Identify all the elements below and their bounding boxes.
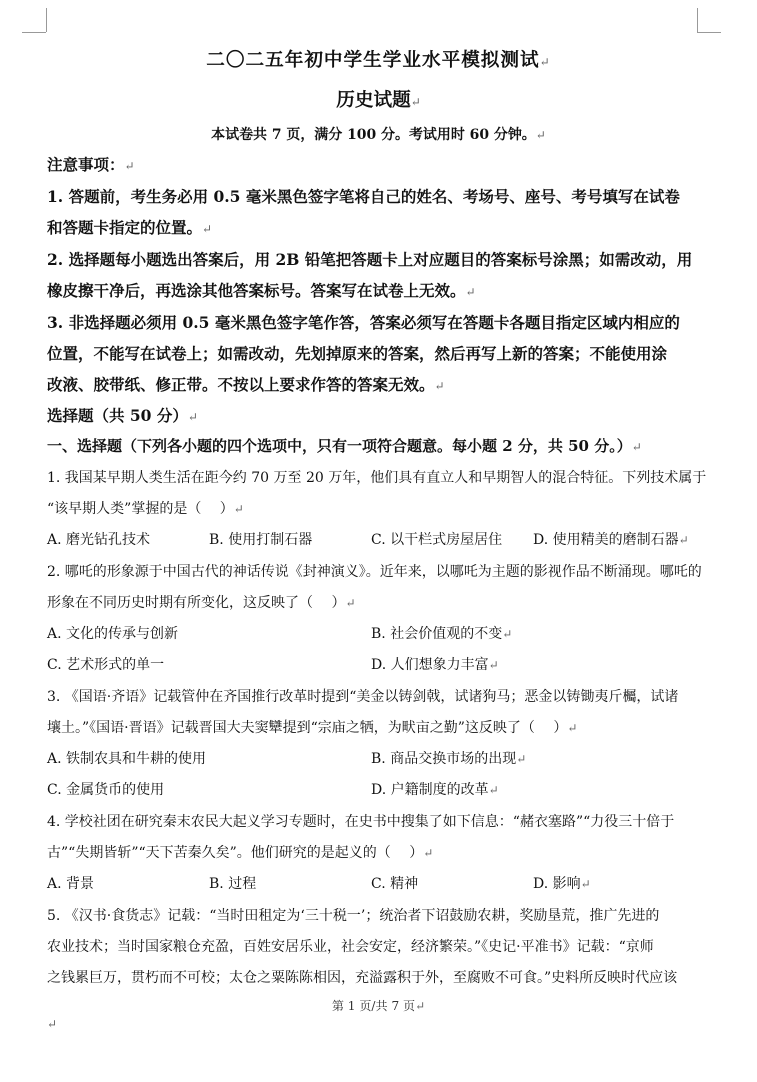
question-1-line: 1. 我国某早期人类生活在距今约 70 万至 20 万年，他们具有直立人和早期智人的混合特征。下列技术属于 <box>47 470 707 486</box>
question-5-line: 之钱累巨万，贯朽而不可校；太仓之粟陈陈相因，充溢露积于外，至腐败不可食。”史料所反映时代应该 <box>47 970 678 986</box>
paragraph-mark: ↵ <box>47 1017 58 1031</box>
section-heading: 一、选择题（下列各小题的四个选项中，只有一项符合题意。每小题 2 分，共 50 分。）↵ <box>47 437 642 455</box>
q4-option-c: C. 精神 <box>371 876 419 892</box>
question-2-line: 形象在不同历史时期有所变化，这反映了（ ）↵ <box>47 595 356 611</box>
question-5-line: 5. 《汉书·食货志》记载：“当时田租定为‘三十税一’；统治者下诏鼓励农耕，奖励垦荒，推广先进的 <box>47 908 660 924</box>
q1-option-b: B. 使用打制石器 <box>209 532 313 548</box>
q2-option-d: D. 人们想象力丰富↵ <box>371 657 499 673</box>
notes-line: 和答题卡指定的位置。↵ <box>47 218 213 237</box>
page-footer: 第 1 页/共 7 页↵ <box>331 999 426 1013</box>
q4-option-b: B. 过程 <box>209 876 257 892</box>
notes-line: 改液、胶带纸、修正带。不按以上要求作答的答案无效。↵ <box>47 375 445 394</box>
notes-line: 1. 答题前，考生务必用 0.5 毫米黑色签字笔将自己的姓名、考场号、座号、考号填写在试卷 <box>47 187 680 206</box>
crop-mark-top-left-v <box>46 8 47 32</box>
q3-option-c: C. 金属货币的使用 <box>47 782 165 798</box>
notes-line: 2. 选择题每小题选出答案后，用 2B 铅笔把答题卡上对应题目的答案标号涂黑；如需改动，用 <box>47 250 693 269</box>
notes-line: 3. 非选择题必须用 0.5 毫米黑色签字笔作答，答案必须写在答题卡各题目指定区域内相应的 <box>47 313 680 332</box>
q3-option-b: B. 商品交换市场的出现↵ <box>371 751 527 767</box>
q2-option-b: B. 社会价值观的不变↵ <box>371 626 513 642</box>
q3-option-d: D. 户籍制度的改革↵ <box>371 782 499 798</box>
q1-option-c: C. 以干栏式房屋居住 <box>371 532 503 548</box>
exam-info: 本试卷共 7 页，满分 100 分。考试用时 60 分钟。↵ <box>211 127 546 143</box>
question-2-line: 2. 哪吒的形象源于中国古代的神话传说《封神演义》。近年来，以哪吒为主题的影视作品不断涌现。哪吒的 <box>47 564 702 580</box>
part-heading: 选择题（共 50 分）↵ <box>47 406 198 425</box>
question-3-line: 3. 《国语·齐语》记载管仲在齐国推行改革时提到“美金以铸剑戟，试诸狗马；恶金以铸锄夷斤欘，试诸 <box>47 689 679 705</box>
exam-title: 二〇二五年初中学生学业水平模拟测试↵ <box>206 50 551 71</box>
question-4-line: 古”“失期皆斩”“天下苦秦久矣”。他们研究的是起义的（ ）↵ <box>47 845 434 861</box>
question-1-line: “该早期人类”掌握的是（ ）↵ <box>47 501 244 517</box>
notes-line: 位置，不能写在试卷上；如需改动，先划掉原来的答案，然后再写上新的答案；不能使用涂 <box>47 344 668 363</box>
q2-option-a: A. 文化的传承与创新 <box>47 626 179 642</box>
crop-mark-top-right-v <box>697 8 698 32</box>
q1-option-d: D. 使用精美的磨制石器↵ <box>533 532 689 548</box>
crop-mark-top-left-h <box>22 32 46 33</box>
notes-line: 橡皮擦干净后，再选涂其他答案标号。答案写在试卷上无效。↵ <box>47 281 476 300</box>
notes-heading: 注意事项：↵ <box>47 155 135 174</box>
q2-option-c: C. 艺术形式的单一 <box>47 657 165 673</box>
crop-mark-top-right-h <box>697 32 721 33</box>
question-3-line: 壤土。”《国语·晋语》记载晋国大夫窦犫提到“宗庙之牺，为畎亩之勤”这反映了（ ）↵ <box>47 720 578 736</box>
question-4-line: 4. 学校社团在研究秦末农民大起义学习专题时，在史书中搜集了如下信息：“赭衣塞路”“力役三十倍于 <box>47 814 675 830</box>
q3-option-a: A. 铁制农具和牛耕的使用 <box>47 751 207 767</box>
q1-option-a: A. 磨光钻孔技术 <box>47 532 151 548</box>
subject-title: 历史试题↵ <box>336 90 421 111</box>
q4-option-d: D. 影响↵ <box>533 876 591 892</box>
question-5-line: 农业技术；当时国家粮仓充盈，百姓安居乐业，社会安定，经济繁荣。”《史记·平准书》记载：“京师 <box>47 939 654 955</box>
q4-option-a: A. 背景 <box>47 876 95 892</box>
